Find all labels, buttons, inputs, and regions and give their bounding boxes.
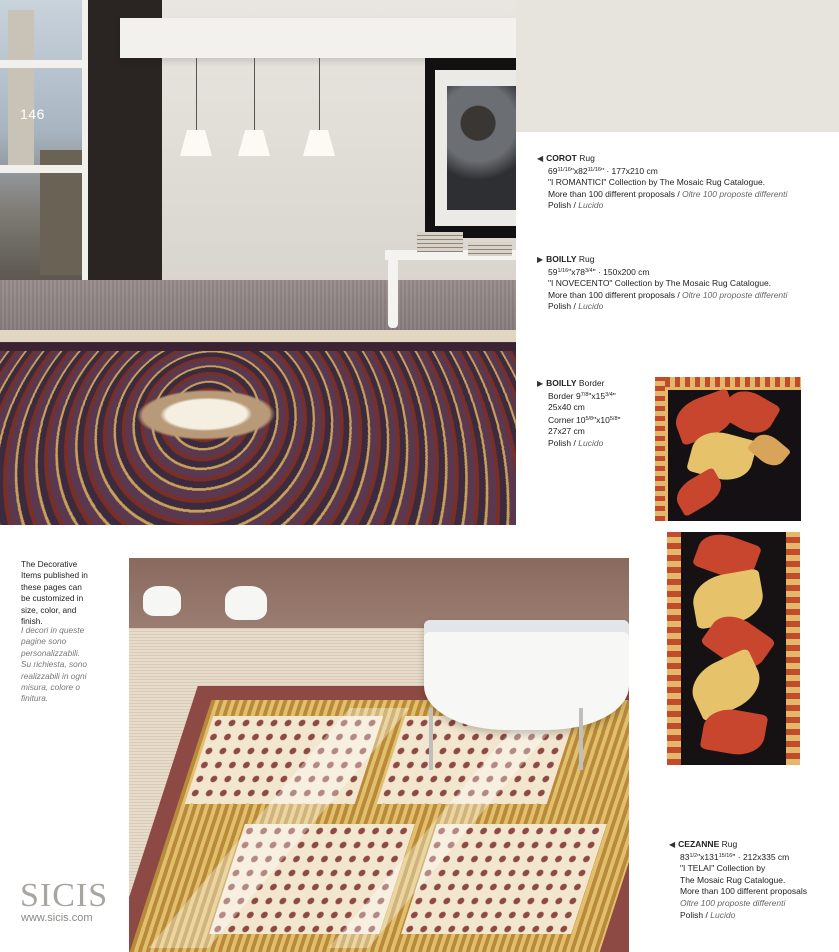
product-type: Rug [579, 153, 595, 163]
boilly-border-sample [667, 532, 800, 765]
corner-size-cm: 27x27 cm [548, 426, 585, 437]
product-name: COROT [546, 153, 577, 163]
arrow-right-icon: ▶ [537, 379, 544, 388]
boilly-corner-sample [655, 377, 801, 521]
website-link[interactable]: www.sicis.com [21, 912, 93, 924]
product-boilly-border [537, 378, 647, 450]
cezanne-rug-photo [129, 558, 629, 952]
product-collection: "I NOVECENTO" Collection by The Mosaic Rug Catalogue. [548, 278, 772, 289]
product-size: $69^{11/16}"x82^{11/16}$" · 177x210 cm [548, 165, 658, 176]
arrow-left-icon: ◀ [537, 154, 544, 163]
product-proposals: More than 100 different proposals [680, 886, 807, 897]
book-stack [468, 242, 512, 256]
product-size: $83^{1/2}"x131^{15/16}$" · 212x335 cm [680, 851, 790, 862]
product-collection: "I TELAI" Collection by [680, 863, 766, 874]
product-size: $59^{1/16}"x78^{3/4}$" · 150x200 cm [548, 266, 650, 277]
arrow-right-icon: ▶ [537, 255, 544, 264]
book-stack [417, 232, 463, 252]
product-finish: Polish / Lucido [548, 437, 604, 448]
product-finish: Polish / Lucido [548, 301, 604, 312]
product-proposals-italian: Oltre 100 proposte differenti [680, 897, 786, 908]
arrow-left-icon: ◀ [669, 840, 676, 849]
bidet [143, 586, 181, 616]
bathtub [424, 620, 629, 730]
product-name: CEZANNE [678, 839, 720, 849]
customization-note-italian: I decori in queste pagine sono personalizzabili. Su richiesta, sono realizzabili in ogni misura, colore o finitura. [21, 625, 87, 704]
product-proposals: More than 100 different proposals / Oltre 100 proposte differenti [548, 188, 788, 199]
toilet [225, 586, 267, 620]
corot-rug-photo [0, 0, 516, 525]
photo-ceiling-beam [120, 18, 516, 58]
product-collection: "I ROMANTICI" Collection by The Mosaic Rug Catalogue. [548, 177, 766, 188]
product-name: BOILLY [546, 378, 577, 388]
border-size-cm: 25x40 cm [548, 402, 585, 413]
page-number: 146 [20, 106, 45, 122]
product-finish: Polish / Lucido [680, 909, 736, 920]
product-corot [537, 153, 797, 212]
framed-photograph [425, 58, 516, 238]
border-size-in: Border $9^{7/8}"x15^{3/4}$" [548, 390, 616, 401]
product-collection-line2: The Mosaic Rug Catalogue. [680, 874, 786, 885]
photo-window [0, 0, 88, 285]
corot-rug [0, 330, 516, 525]
product-proposals: More than 100 different proposals / Oltre 100 proposte differenti [548, 289, 788, 300]
product-boilly-rug [537, 254, 797, 313]
product-type: Rug [578, 254, 595, 264]
product-type: Rug [721, 839, 738, 849]
product-type: Border [578, 378, 605, 388]
product-name: BOILLY [546, 254, 577, 264]
corner-size-in: Corner $10^{5/8}"x10^{5/8}$" [548, 414, 621, 425]
header-panel [516, 0, 839, 132]
product-cezanne [669, 839, 837, 921]
sicis-logo: SICIS [20, 877, 109, 914]
product-finish: Polish / Lucido [548, 200, 604, 211]
customization-note: The Decorative Items published in these pages can be customized in size, color, and finish. [21, 559, 88, 627]
